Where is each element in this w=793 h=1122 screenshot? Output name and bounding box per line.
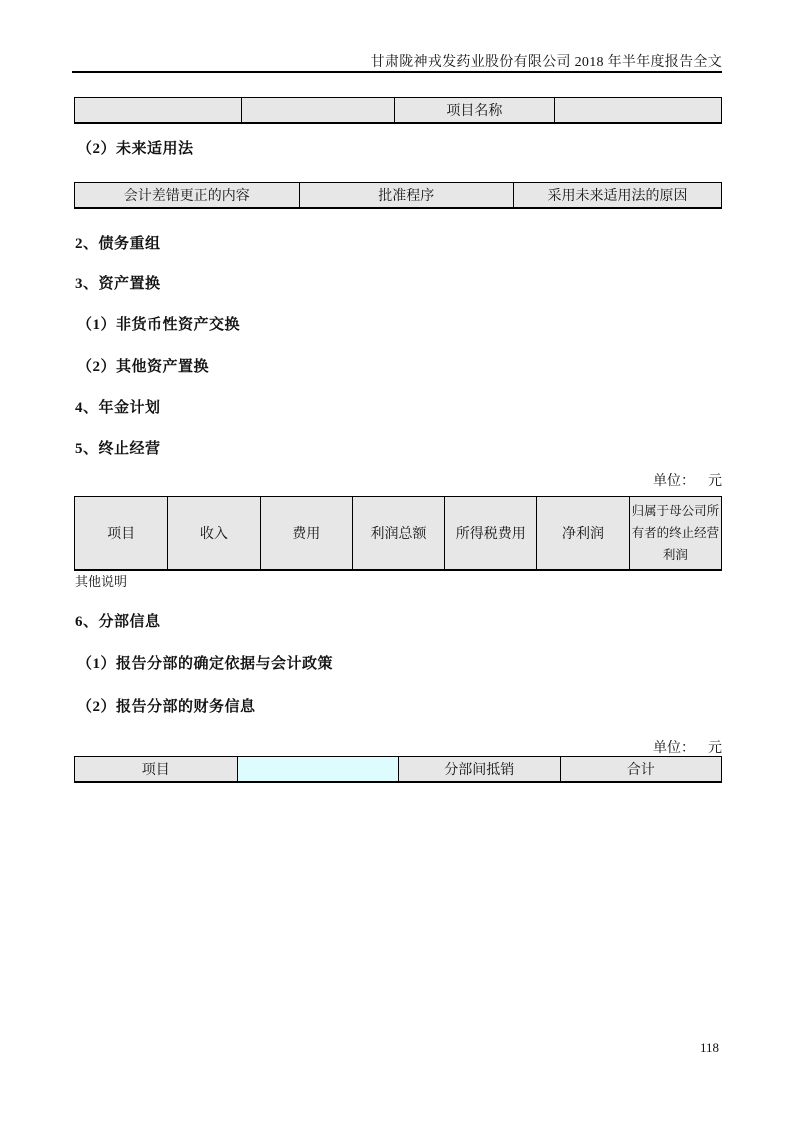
section-heading-nonmonetary-exchange: （1）非货币性资产交换: [77, 317, 241, 333]
table-header-cell: 合计: [560, 757, 722, 781]
table-header-cell: 项目: [75, 497, 167, 569]
table-header-cell: 分部间抵销: [398, 757, 560, 781]
segment-table: [74, 756, 722, 783]
section-heading-discontinued-operations: 5、终止经营: [75, 441, 161, 457]
table-header-cell: 批准程序: [299, 183, 513, 207]
section-heading-segment-basis: （1）报告分部的确定依据与会计政策: [77, 656, 334, 672]
section-heading-asset-swap: 3、资产置换: [75, 276, 161, 292]
table-header-cell: 净利润: [536, 497, 628, 569]
page-number: 118: [699, 1040, 719, 1055]
table-header-cell: 项目: [75, 757, 237, 781]
unit-label: [653, 737, 722, 757]
unit-prefix: 单位：: [653, 474, 695, 489]
header-divider: [72, 71, 722, 73]
report-header-title: 甘肃陇神戎发药业股份有限公司 2018 年半年度报告全文: [370, 55, 722, 70]
table-header-cell: 收入: [167, 497, 259, 569]
future-method-table: [74, 182, 722, 209]
unit-label: [653, 470, 722, 490]
table-header-cell: 所得税费用: [444, 497, 536, 569]
table-header-cell: 归属于母公司所有者的终止经营利润: [629, 497, 721, 569]
section-heading-segment-info: 6、分部信息: [75, 614, 161, 630]
section-heading-segment-financials: （2）报告分部的财务信息: [77, 699, 256, 715]
section-heading-future-method: （2）未来适用法: [77, 141, 194, 157]
unit-prefix: 单位：: [653, 741, 695, 756]
table-cell: [75, 98, 241, 122]
table-cell: [241, 98, 394, 122]
section-heading-other-asset-swap: （2）其他资产置换: [77, 359, 210, 375]
unit-currency: 元: [708, 474, 722, 489]
section-heading-debt-restructuring: 2、债务重组: [75, 236, 161, 252]
table-cell-highlighted-empty: [237, 757, 399, 781]
unit-currency: 元: [708, 741, 722, 756]
table-header-cell: 利润总额: [352, 497, 444, 569]
table-cell: [554, 98, 721, 122]
table-header-cell: 采用未来适用法的原因: [513, 183, 721, 207]
other-note-label: 其他说明: [75, 574, 128, 589]
section-heading-annuity-plan: 4、年金计划: [75, 400, 161, 416]
discontinued-operations-table: [74, 496, 722, 571]
table-header-cell: 会计差错更正的内容: [75, 183, 299, 207]
carryover-table: [74, 97, 722, 124]
table-cell-project-name: 项目名称: [394, 98, 554, 122]
table-header-cell: 费用: [260, 497, 352, 569]
